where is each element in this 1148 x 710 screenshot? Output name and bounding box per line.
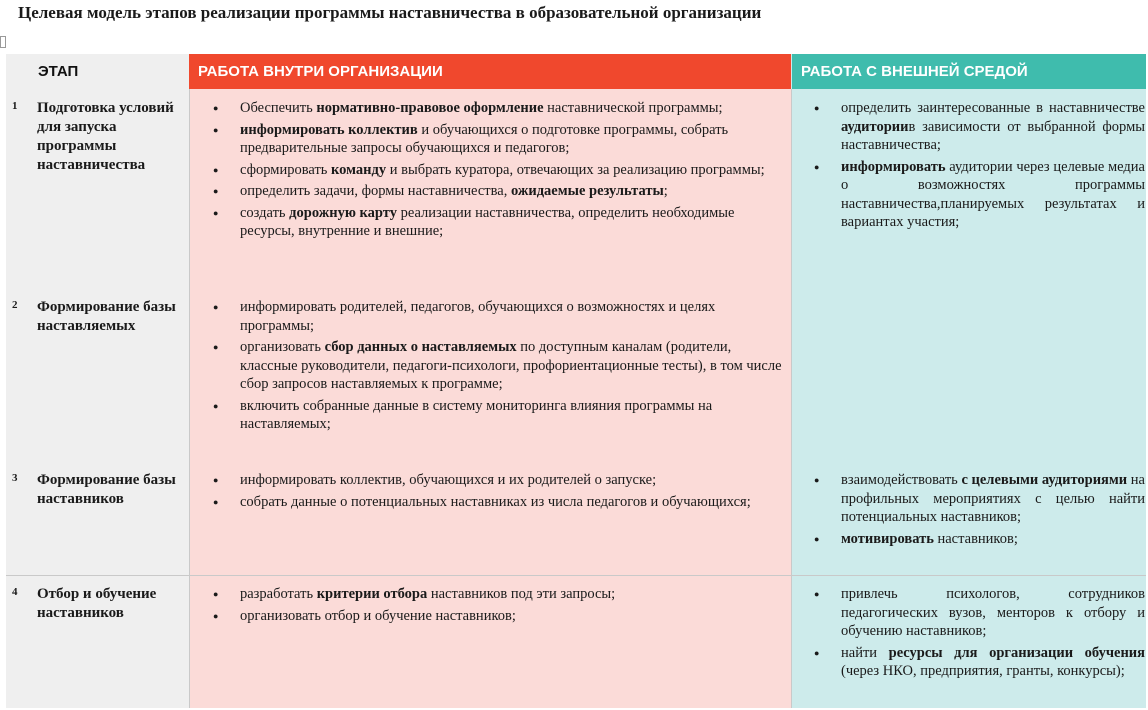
item-text-pre: создать bbox=[240, 204, 290, 221]
item-text-pre: найти bbox=[841, 644, 889, 661]
item-text-bold: с целевыми аудиториями bbox=[961, 472, 1128, 488]
item-text-pre: информировать родителей, педагогов, обучающихся о возможностях и целях программы; bbox=[240, 299, 716, 334]
inner-work-list bbox=[211, 99, 789, 244]
item-text-post: аудитории через целевые медиа о возможностях программы наставничества,планируемых результатах и вариантах участия; bbox=[841, 158, 1145, 230]
header-outer-work: РАБОТА С ВНЕШНЕЙ СРЕДОЙ bbox=[792, 54, 1146, 89]
list-item bbox=[211, 121, 789, 158]
inner-work-list bbox=[211, 298, 789, 437]
item-text-post: и обучающихся о подготовке программы, собрать предварительные запросы обучающихся и педагогов; bbox=[240, 121, 729, 156]
list-item bbox=[812, 585, 1145, 641]
list-item bbox=[211, 161, 789, 180]
item-text-post: на профильных мероприятиях с целью найти потенциальных наставников; bbox=[841, 472, 1145, 525]
row-number: 1 bbox=[12, 100, 18, 112]
item-text-bold: мотивировать bbox=[841, 530, 934, 547]
item-text-bold: ресурсы для организации обучения bbox=[888, 644, 1145, 661]
list-item bbox=[812, 644, 1145, 681]
stage-name: Подготовка условий для запуска программы наставничества bbox=[37, 100, 174, 173]
table-move-handle[interactable] bbox=[0, 36, 6, 48]
list-item bbox=[211, 99, 789, 118]
item-text-post: наставников; bbox=[933, 530, 1018, 547]
item-text-bold: информировать bbox=[841, 158, 946, 175]
item-text-pre: сформировать bbox=[240, 161, 332, 178]
row-divider bbox=[6, 575, 1146, 576]
list-item bbox=[211, 397, 789, 434]
item-text-bold: дорожную карту bbox=[289, 204, 397, 221]
list-item bbox=[812, 471, 1145, 527]
item-text-pre: организовать отбор и обучение наставников; bbox=[240, 607, 516, 624]
item-text-pre: определить заинтересованные в наставничестве bbox=[841, 100, 1145, 116]
list-item bbox=[211, 585, 789, 604]
item-text-bold: нормативно-правовое оформление bbox=[316, 100, 544, 116]
list-item bbox=[211, 607, 789, 626]
item-text-pre: информировать коллектив, обучающихся и их родителей о запуске; bbox=[240, 472, 657, 488]
item-text-pre: собрать данные о потенциальных наставниках из числа педагогов и обучающихся; bbox=[240, 493, 751, 510]
list-item bbox=[812, 158, 1145, 232]
inner-work-list bbox=[211, 471, 789, 514]
stage-name: Отбор и обучение наставников bbox=[37, 586, 157, 621]
row-number: 2 bbox=[12, 299, 18, 311]
outer-work-list bbox=[812, 99, 1145, 235]
row-number: 4 bbox=[12, 586, 18, 598]
list-item bbox=[211, 182, 789, 201]
item-text-post: наставников под эти запросы; bbox=[427, 586, 616, 602]
list-item bbox=[812, 530, 1145, 549]
list-item bbox=[211, 298, 789, 335]
item-text-pre: взаимодействовать bbox=[841, 472, 962, 488]
item-text-post: и выбрать куратора, отвечающих за реализацию программы; bbox=[386, 161, 765, 178]
item-text-bold: информировать коллектив bbox=[240, 121, 418, 138]
item-text-bold: сбор данных о наставляемых bbox=[324, 339, 517, 355]
item-text-post: наставнической программы; bbox=[543, 100, 723, 116]
list-item bbox=[211, 493, 789, 512]
item-text-bold: команду bbox=[331, 161, 387, 178]
list-item bbox=[211, 204, 789, 241]
header-inner-work: РАБОТА ВНУТРИ ОРГАНИЗАЦИИ bbox=[189, 54, 791, 89]
item-text-pre: привлечь психологов, сотрудников педагогических вузов, менторов к отбору и обучению наставников; bbox=[841, 586, 1145, 639]
list-item bbox=[812, 99, 1145, 155]
stage-name: Формирование базы наставляемых bbox=[37, 299, 176, 334]
list-item bbox=[211, 471, 789, 490]
item-text-pre: разработать bbox=[240, 586, 317, 602]
item-text-bold: критерии отбора bbox=[316, 586, 428, 602]
mentoring-model-table bbox=[6, 54, 1146, 708]
list-item bbox=[211, 338, 789, 394]
column-divider bbox=[189, 89, 190, 708]
column-divider bbox=[791, 89, 792, 708]
item-text-pre: организовать bbox=[240, 339, 325, 355]
item-text-pre: Обеспечить bbox=[240, 100, 317, 116]
item-text-pre: определить задачи, формы наставничества, bbox=[240, 183, 511, 199]
stage-name: Формирование базы наставников bbox=[37, 472, 176, 507]
item-text-bold: ожидаемые результаты bbox=[510, 183, 664, 199]
item-text-post: реализации наставничества, определить необходимые ресурсы, внутренние и внешние; bbox=[240, 204, 735, 239]
inner-work-list bbox=[211, 585, 789, 628]
outer-work-list bbox=[812, 585, 1145, 684]
item-text-post: в зависимости от выбранной формы наставничества; bbox=[841, 118, 1145, 153]
item-text-pre: включить собранные данные в систему мониторинга влияния программы на наставляемых; bbox=[240, 397, 713, 432]
item-text-bold: аудитории bbox=[841, 118, 909, 135]
page-title: Целевая модель этапов реализации программы наставничества в образовательной организации bbox=[18, 3, 762, 22]
outer-work-list bbox=[812, 471, 1145, 551]
row-number: 3 bbox=[12, 472, 18, 484]
item-text-post: ; bbox=[663, 183, 668, 199]
header-stage: ЭТАП bbox=[6, 54, 189, 89]
item-text-post: по доступным каналам (родители, классные руководители, педагоги-психологи, профориентационные тесты), в том числе сбор запросов наставляемых к программе; bbox=[240, 339, 782, 392]
item-text-post: (через НКО, предприятия, гранты, конкурсы); bbox=[841, 663, 1125, 679]
